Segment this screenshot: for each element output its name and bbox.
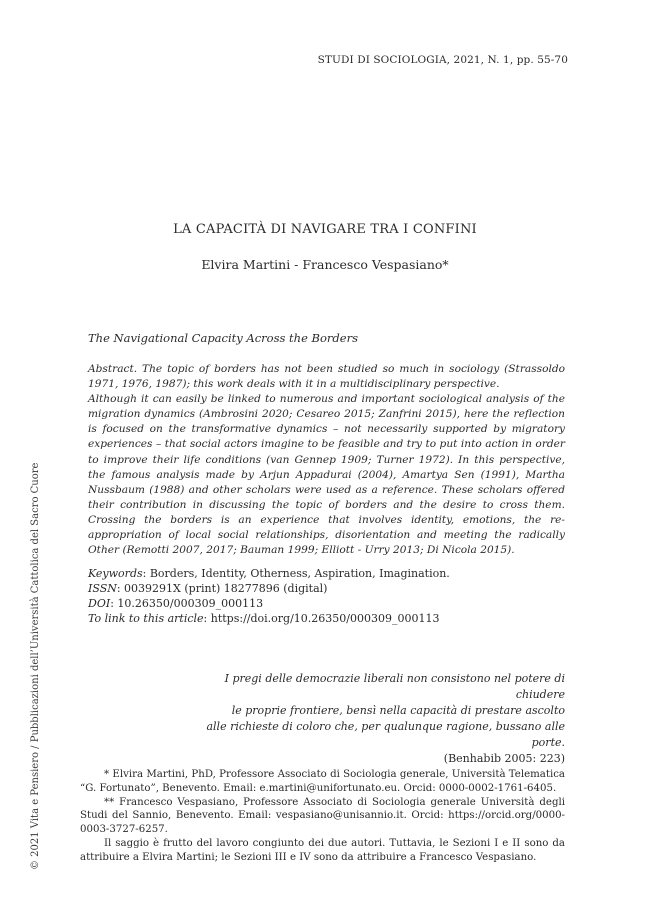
- article-link-label: To link to this article: [88, 612, 204, 625]
- footnotes: [80, 768, 565, 865]
- keywords-row: [88, 566, 565, 581]
- epigraph-line: le proprie frontiere, bensì nella capacità di prestare ascolto: [231, 704, 565, 717]
- article-title: LA CAPACITÀ DI NAVIGARE TRA I CONFINI: [173, 222, 477, 237]
- doi-label: DOI: [88, 597, 111, 610]
- abstract: [88, 362, 565, 558]
- doi-row: [88, 596, 565, 611]
- epigraph-line: I pregi delle democrazie liberali non consistono nel potere di chiudere: [224, 672, 565, 701]
- article-link-value[interactable]: : https://doi.org/10.26350/000309_000113: [203, 612, 440, 625]
- issn-label: ISSN: [88, 582, 117, 595]
- keywords-label: Keywords: [88, 567, 143, 580]
- doi-value: : 10.26350/000309_000113: [110, 597, 264, 610]
- keywords-value: : Borders, Identity, Otherness, Aspiration, Imagination.: [142, 567, 450, 580]
- footnote-author-2: ** Francesco Vespasiano, Professore Associato di Sociologia generale Università degli Studi del Sannio, Benevento. Email: vespasiano@unisannio.it. Orcid: https://orcid.org/0000-0003-3727-6257.: [80, 796, 565, 836]
- footnote-author-1: * Elvira Martini, PhD, Professore Associato di Sociologia generale, Università Telematica “G. Fortunato”, Benevento. Email: e.martini@unifortunato.eu. Orcid: 0000-0002-1761-6405.: [80, 769, 565, 794]
- abstract-paragraph-1: Abstract. The topic of borders has not been studied so much in sociology (Strassoldo 1971, 1976, 1987); this work deals with it in a multidisciplinary perspective.: [88, 363, 565, 391]
- abstract-paragraph-2: Although it can easily be linked to numerous and important sociological analysis of the migration dynamics (Ambrosini 2020; Cesareo 2015; Zanfrini 2015), here the reflection is focused on the transformative dynamics – not necessarily supported by migratory experiences – that social actors imagine to be feasible and try to put into action in order to improve their life conditions (van Gennep 1909; Turner 1972). In this perspective, the famous analysis made by Arjun Appadurai (2004), Amartya Sen (1991), Martha Nussbaum (1988) and other scholars were used as a reference. These scholars offered their contribution in discussing the topic of borders and the desire to cross them. Crossing the borders is an experience that involves identity, emotions, the re-appropriation of local social relationships, disorientation and meeting the radically Other (Remotti 2007, 2017; Bauman 1999; Elliott - Urry 2013; Di Nicola 2015).: [88, 393, 565, 557]
- running-head: STUDI DI SOCIOLOGIA, 2021, N. 1, pp. 55-70: [317, 54, 568, 66]
- issn-value: : 0039291X (print) 18277896 (digital): [116, 582, 328, 595]
- footnote-contribution: Il saggio è frutto del lavoro congiunto dei due autori. Tuttavia, le Sezioni I e II sono da attribuire a Elvira Martini; le Sezioni III e IV sono da attribuire a Francesco Vespasiano.: [80, 837, 565, 863]
- article-authors: Elvira Martini - Francesco Vespasiano*: [201, 257, 449, 272]
- epigraph-citation: (Benhabib 2005: 223): [443, 752, 565, 765]
- copyright-sideline: © 2021 Vita e Pensiero / Pubblicazioni dell’Università Cattolica del Sacro Cuore: [30, 462, 41, 870]
- english-title: The Navigational Capacity Across the Borders: [88, 331, 358, 345]
- article-link-row: [88, 611, 565, 626]
- article-metadata: [88, 566, 565, 626]
- epigraph: [205, 671, 565, 767]
- epigraph-line: alle richieste di coloro che, per qualunque ragione, bussano alle porte.: [206, 720, 565, 749]
- issn-row: [88, 581, 565, 596]
